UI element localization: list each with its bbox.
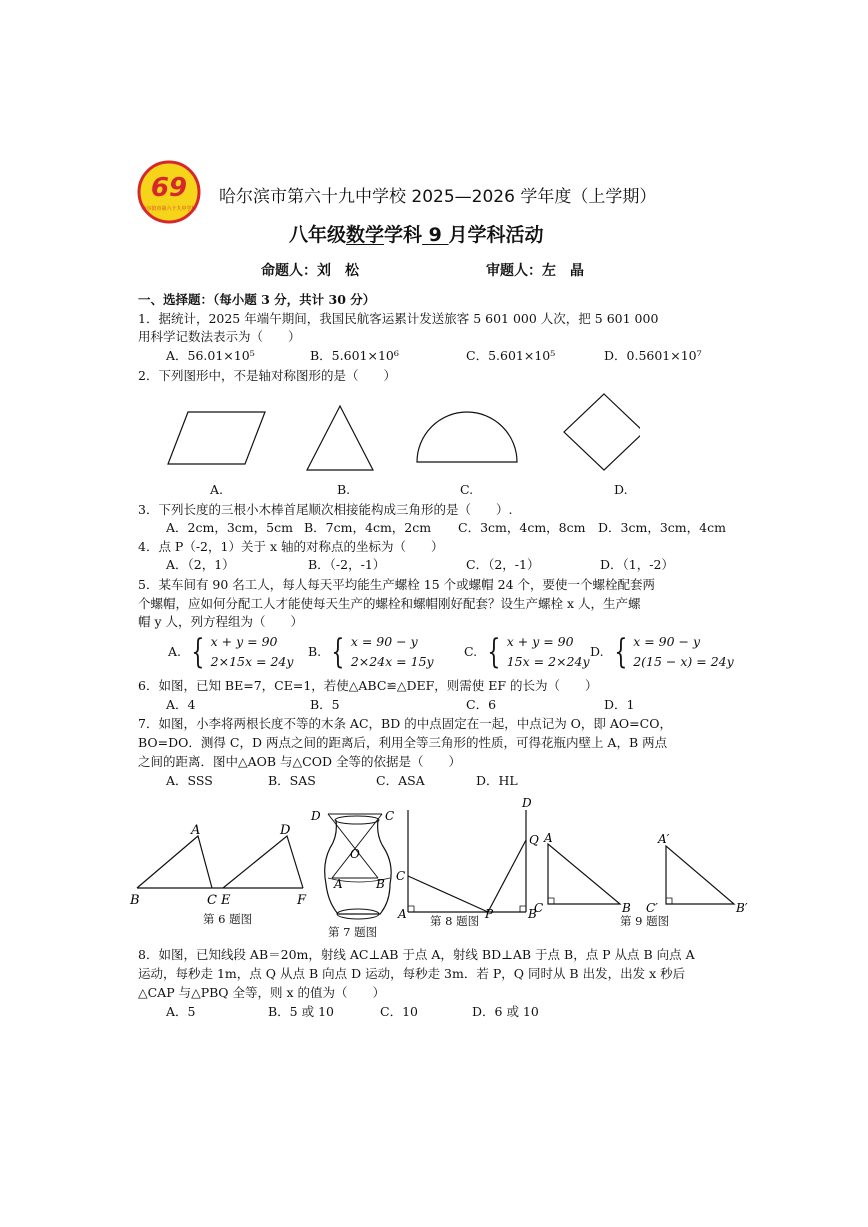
fig9-label-a: A (544, 831, 553, 845)
fig7-label-c: C (385, 809, 395, 823)
q2-option-a[interactable]: A. (210, 482, 224, 497)
fig8-label-p: P (485, 907, 494, 918)
q6-stem: 6．如图，已知 BE=7，CE=1，若使△ABC≌△DEF，则需使 EF 的长为（ ） (138, 678, 598, 693)
q2-option-d[interactable]: D. (614, 482, 628, 497)
fig7-label-a: A (334, 877, 343, 891)
q8-stem-line2: 运动，每秒走 1m，点 Q 从点 B 向点 D 运动，每秒走 3m．若 P，Q 同时从 B 出发，出发 x 秒后 (138, 966, 686, 981)
fig6-label-a: A (191, 823, 201, 838)
exam-title: 八年级数学学科 9 月学科活动 (289, 224, 544, 246)
semicircle-shape (417, 412, 517, 462)
q2-option-b[interactable]: B. (337, 482, 351, 497)
logo-number: 69 (150, 173, 188, 203)
svg-text:哈尔滨市第六十九中学校: 哈尔滨市第六十九中学校 (141, 206, 197, 212)
q7-option-a[interactable]: A．SSS (166, 773, 213, 788)
q7-stem-line3: 之间的距离．图中△AOB 与△COD 全等的依据是（ ） (138, 754, 461, 769)
fig6-label-f: F (297, 893, 307, 908)
q5-stem-line1: 5．某车间有 90 名工人，每人每天平均能生产螺栓 15 个或螺帽 24 个，要使一个螺栓配套两 (138, 577, 656, 592)
reviewer-label: 审题人：左 晶 (486, 263, 584, 279)
q7-option-b[interactable]: B．SAS (268, 773, 316, 788)
q5-stem-line3: 帽 y 人，列方程组为（ ） (138, 614, 304, 629)
fig6-label-b: B (130, 893, 140, 908)
q2-option-c[interactable]: C. (460, 482, 474, 497)
subject-field: 数学 (346, 224, 385, 246)
square-shape (564, 394, 640, 470)
q7-option-c[interactable]: C．ASA (376, 773, 425, 788)
q5-option-d[interactable]: D. { x = 90 − y 2(15 − x) = 24y (590, 632, 734, 672)
section-title: 一、选择题：（每小题 3 分，共计 30 分） (138, 292, 376, 307)
q1-option-b[interactable]: B．5.601×10⁶ (310, 348, 399, 363)
author-label: 命题人：刘 松 (261, 263, 359, 279)
q4-option-b[interactable]: B．（-2，-1） (308, 557, 386, 572)
fig8-label-q: Q (529, 833, 539, 847)
fig7-label-o: O (350, 847, 360, 861)
q4-option-d[interactable]: D．（1，-2） (600, 557, 674, 572)
q3-option-a[interactable]: A．2cm，3cm，5cm (166, 520, 293, 535)
figure-9 (530, 830, 760, 916)
q2-shapes (160, 390, 640, 485)
fig8-caption: 第 8 题图 (430, 914, 480, 928)
month-field: 9 (428, 224, 442, 246)
fig8-label-b: B (528, 907, 537, 918)
q8-option-d[interactable]: D．6 或 10 (472, 1004, 539, 1019)
q5-option-a[interactable]: A. { x + y = 90 2×15x = 24y (168, 632, 294, 672)
fig7-label-b: B (376, 877, 385, 891)
fig9-label-c: C (534, 901, 544, 915)
fig9-label-b-prime: B′ (736, 901, 748, 915)
q1-option-c[interactable]: C．5.601×10⁵ (466, 348, 556, 363)
q8-option-a[interactable]: A．5 (166, 1004, 196, 1019)
q5-stem-line2: 个螺帽，应如何分配工人才能使每天生产的螺栓和螺帽刚好配套？设生产螺栓 x 人，生产螺 (138, 596, 641, 611)
figure-8 (392, 796, 540, 918)
q4-stem: 4．点 P（-2，1）关于 x 轴的对称点的坐标为（ ） (138, 539, 444, 554)
q6-option-c[interactable]: C．6 (466, 697, 497, 712)
q5-option-c[interactable]: C. { x + y = 90 15x = 2×24y (464, 632, 590, 672)
fig8-label-a: A (398, 907, 407, 918)
q7-option-d[interactable]: D．HL (476, 773, 518, 788)
triangle-shape (307, 406, 373, 470)
fig8-label-c: C (396, 869, 406, 883)
q2-stem: 2．下列图形中，不是轴对称图形的是（ ） (138, 368, 396, 383)
q1-stem-line1: 1．据统计，2025 年端午期间，我国民航客运累计发送旅客 5 601 000 人次，把 5 601 000 (138, 311, 659, 326)
fig6-caption: 第 6 题图 (203, 912, 253, 926)
school-title: 哈尔滨市第六十九中学校 2025—2026 学年度（上学期） (219, 187, 657, 207)
q6-option-b[interactable]: B．5 (310, 697, 340, 712)
q8-stem-line1: 8．如图，已知线段 AB＝20m，射线 AC⊥AB 于点 A，射线 BD⊥AB 于点 B，点 P 从点 B 向点 A (138, 947, 695, 962)
fig6-label-e: E (221, 893, 231, 908)
q3-option-c[interactable]: C．3cm，4cm，8cm (458, 520, 586, 535)
q1-option-a[interactable]: A．56.01×10⁵ (166, 348, 255, 363)
q5-option-b[interactable]: B. { x = 90 − y 2×24x = 15y (308, 632, 434, 672)
q1-stem-line2: 用科学记数法表示为（ ） (138, 329, 301, 344)
school-logo (137, 160, 201, 224)
q8-stem-line3: △CAP 与△PBQ 全等，则 x 的值为（ ） (138, 985, 386, 1000)
q4-option-a[interactable]: A．（2，1） (166, 557, 235, 572)
q3-option-b[interactable]: B．7cm，4cm，2cm (304, 520, 432, 535)
fig6-label-d: D (280, 823, 291, 838)
q3-option-d[interactable]: D．3cm，3cm，4cm (598, 520, 726, 535)
q8-option-c[interactable]: C．10 (380, 1004, 418, 1019)
q7-stem-line2: BO=DO．测得 C，D 两点之间的距离后，利用全等三角形的性质，可得花瓶内壁上 A，B 两点 (138, 735, 668, 750)
fig9-label-c-prime: C′ (646, 901, 658, 915)
q3-stem: 3．下列长度的三根小木棒首尾顺次相接能构成三角形的是（ ）. (138, 502, 513, 517)
fig9-label-a-prime: A′ (658, 832, 670, 846)
fig6-label-c: C (207, 893, 217, 908)
figure-6 (125, 820, 320, 915)
q6-option-a[interactable]: A．4 (166, 697, 196, 712)
q6-option-d[interactable]: D．1 (604, 697, 635, 712)
q7-stem-line1: 7．如图，小李将两根长度不等的木条 AC，BD 的中点固定在一起，中点记为 O，即 AO=CO， (138, 716, 672, 731)
fig8-label-d: D (522, 796, 532, 810)
parallelogram-shape (168, 412, 265, 464)
fig9-caption: 第 9 题图 (620, 914, 670, 928)
fig9-label-b: B (622, 901, 631, 915)
fig7-caption: 第 7 题图 (328, 925, 378, 939)
q4-option-c[interactable]: C．（2，-1） (466, 557, 540, 572)
q1-option-d[interactable]: D．0.5601×10⁷ (604, 348, 702, 363)
q8-option-b[interactable]: B．5 或 10 (268, 1004, 334, 1019)
fig7-label-d: D (311, 809, 321, 823)
